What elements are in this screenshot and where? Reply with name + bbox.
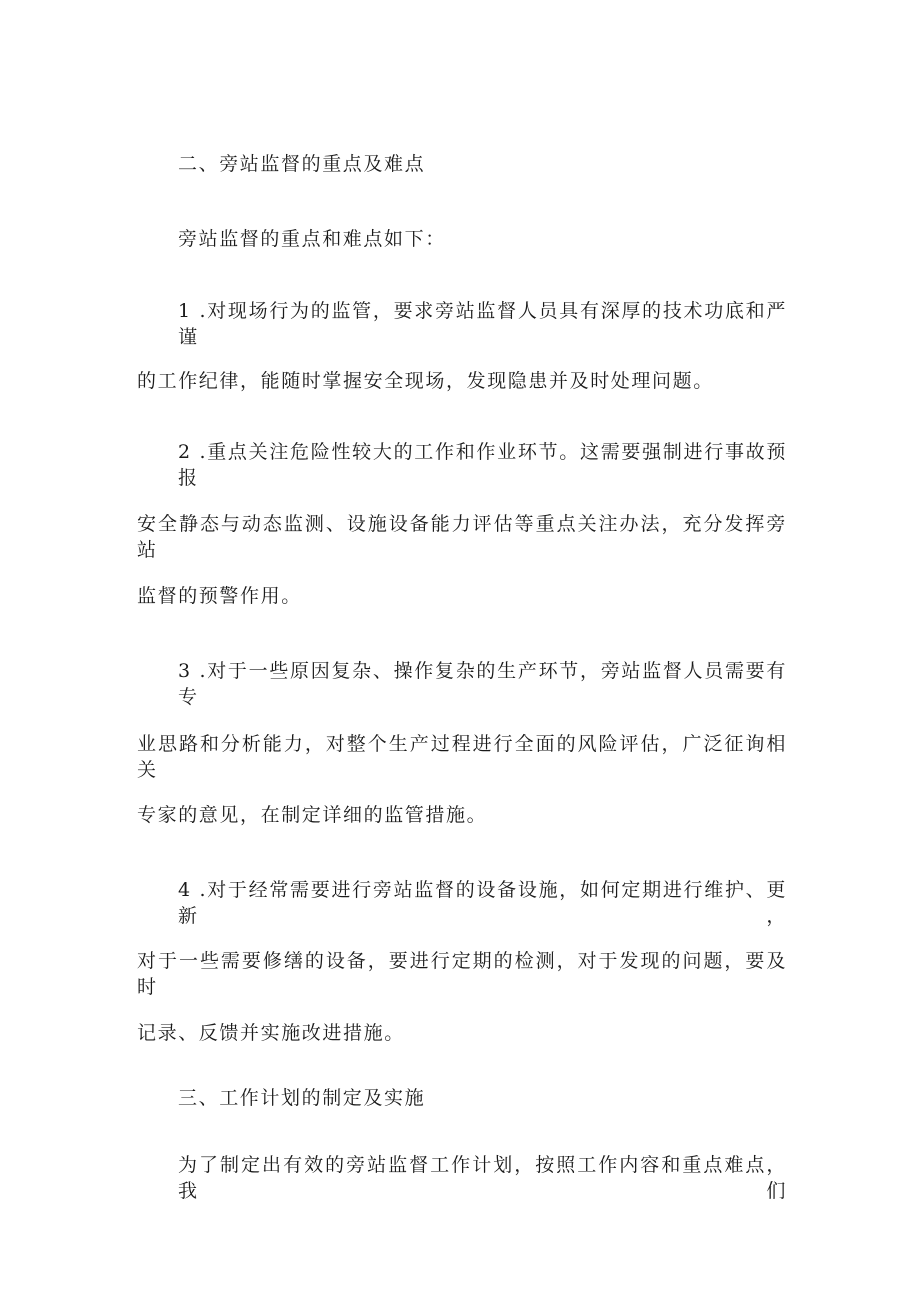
item-2-line-2: 安全静态与动态监测、设施设备能力评估等重点关注办法，充分发挥旁站: [137, 513, 787, 561]
item-4-line-2: 对于一些需要修缮的设备，要进行定期的检测，对于发现的问题，要及时: [137, 950, 787, 998]
item-4-line-1: 4 .对于经常需要进行旁站监督的设备设施，如何定期进行维护、更新，: [178, 879, 787, 927]
intro-paragraph: 旁站监督的重点和难点如下：: [178, 228, 446, 250]
item-4-line-3: 记录、反馈并实施改进措施。: [137, 1022, 405, 1044]
item-3-line-2: 业思路和分析能力，对整个生产过程进行全面的风险评估，广泛征询相关: [137, 733, 787, 781]
item-2-line-1: 2 .重点关注危险性较大的工作和作业环节。这需要强制进行事故预报: [178, 441, 787, 489]
item-3-line-3: 专家的意见，在制定详细的监管措施。: [137, 804, 488, 826]
item-2-line-3: 监督的预警作用。: [137, 585, 302, 607]
item-1-line-1: 1 .对现场行为的监管，要求旁站监督人员具有深厚的技术功底和严谨: [178, 300, 787, 348]
item-1-line-2: 的工作纪律，能随时掌握安全现场，发现隐患并及时处理问题。: [137, 370, 714, 392]
plan-paragraph-line-1: 为了制定出有效的旁站监督工作计划，按照工作内容和重点难点，我们: [178, 1154, 787, 1202]
section-heading-3: 三、工作计划的制定及实施: [178, 1087, 426, 1109]
item-3-line-1: 3 .对于一些原因复杂、操作复杂的生产环节，旁站监督人员需要有专: [178, 660, 787, 708]
section-heading-2: 二、旁站监督的重点及难点: [178, 153, 426, 175]
